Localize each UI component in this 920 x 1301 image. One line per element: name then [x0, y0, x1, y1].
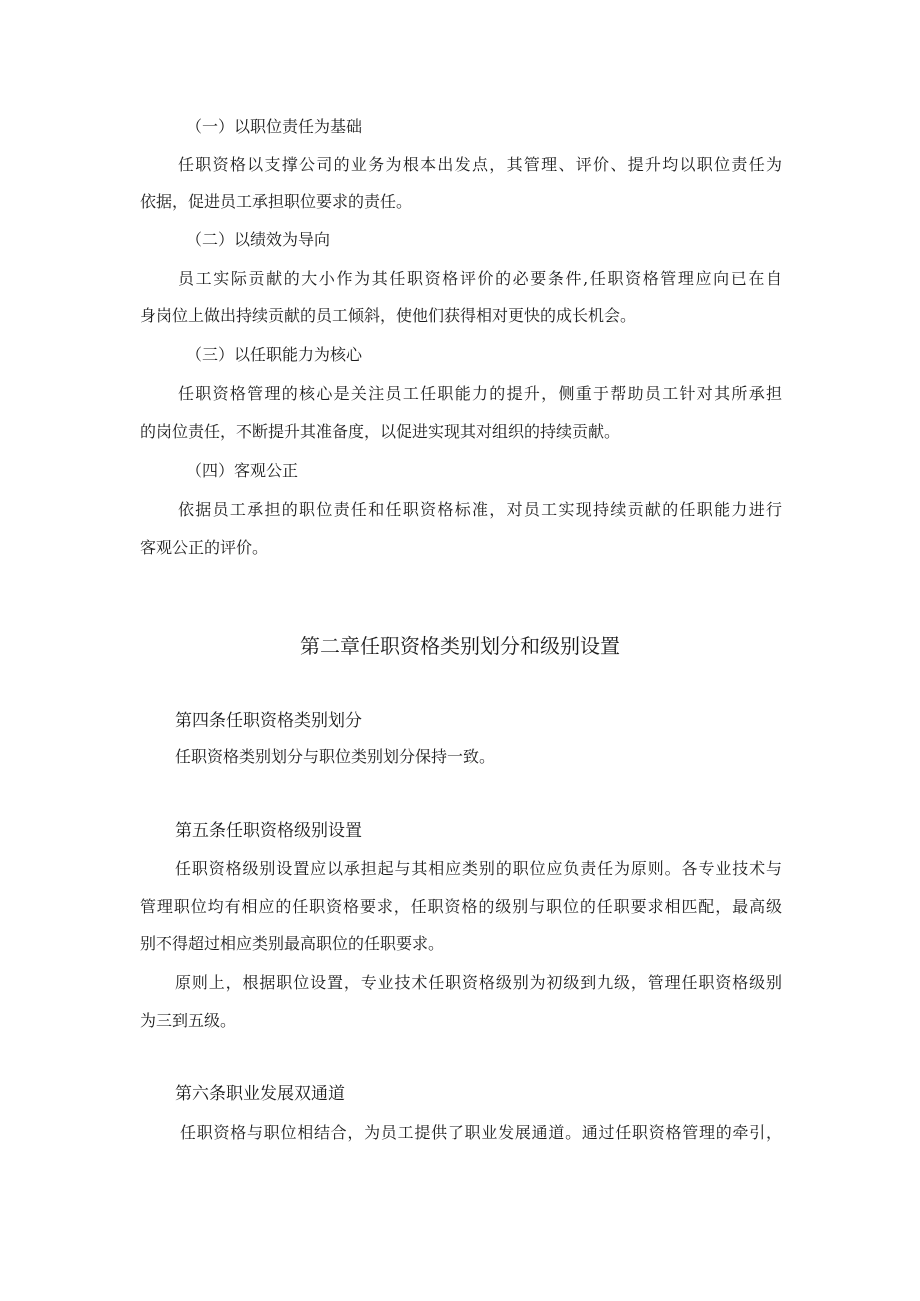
article-6-title: 第六条职业发展双通道	[175, 1084, 345, 1104]
section-heading-2: （二）以绩效为导向	[186, 230, 331, 249]
article-5-line-4: 原则上，根据职位设置，专业技术任职资格级别为初级到九级，管理任职资格级别	[175, 973, 782, 992]
article-6-line-1: 任职资格与职位相结合，为员工提供了职业发展通道。通过任职资格管理的牵引，	[180, 1123, 782, 1142]
article-4-title: 第四条任职资格类别划分	[175, 711, 362, 731]
article-5-line-3: 别不得超过相应类别最高职位的任职要求。	[140, 934, 445, 953]
article-5-title: 第五条任职资格级别设置	[175, 821, 362, 841]
section-heading-3: （三）以任职能力为核心	[186, 345, 363, 364]
article-4-line-1: 任职资格类别划分与职位类别划分保持一致。	[175, 747, 496, 766]
article-5-line-1: 任职资格级别设置应以承担起与其相应类别的职位应负责任为原则。各专业技术与	[175, 859, 782, 878]
section-heading-1: （一）以职位责任为基础	[186, 117, 363, 136]
section-2-line-1: 员工实际贡献的大小作为其任职资格评价的必要条件,任职资格管理应向已在自	[178, 269, 782, 288]
section-4-line-1: 依据员工承担的职位责任和任职资格标准，对员工实现持续贡献的任职能力进行	[178, 500, 782, 519]
section-heading-4: （四）客观公正	[186, 461, 299, 480]
section-4-line-2: 客观公正的评价。	[140, 538, 269, 557]
article-5-line-5: 为三到五级。	[140, 1011, 237, 1030]
section-1-line-2: 依据，促进员工承担职位要求的责任。	[140, 192, 413, 211]
section-2-line-2: 身岗位上做出持续贡献的员工倾斜，使他们获得相对更快的成长机会。	[140, 306, 637, 325]
section-3-line-1: 任职资格管理的核心是关注员工任职能力的提升，侧重于帮助员工针对其所承担	[178, 384, 782, 403]
section-3-line-2: 的岗位责任，不断提升其准备度，以促进实现其对组织的持续贡献。	[140, 422, 621, 441]
section-1-line-1: 任职资格以支撑公司的业务为根本出发点，其管理、评价、提升均以职位责任为	[178, 155, 782, 174]
chapter-title: 第二章任职资格类别划分和级别设置	[300, 634, 620, 658]
article-5-line-2: 管理职位均有相应的任职资格要求，任职资格的级别与职位的任职要求相匹配，最高级	[140, 897, 782, 916]
